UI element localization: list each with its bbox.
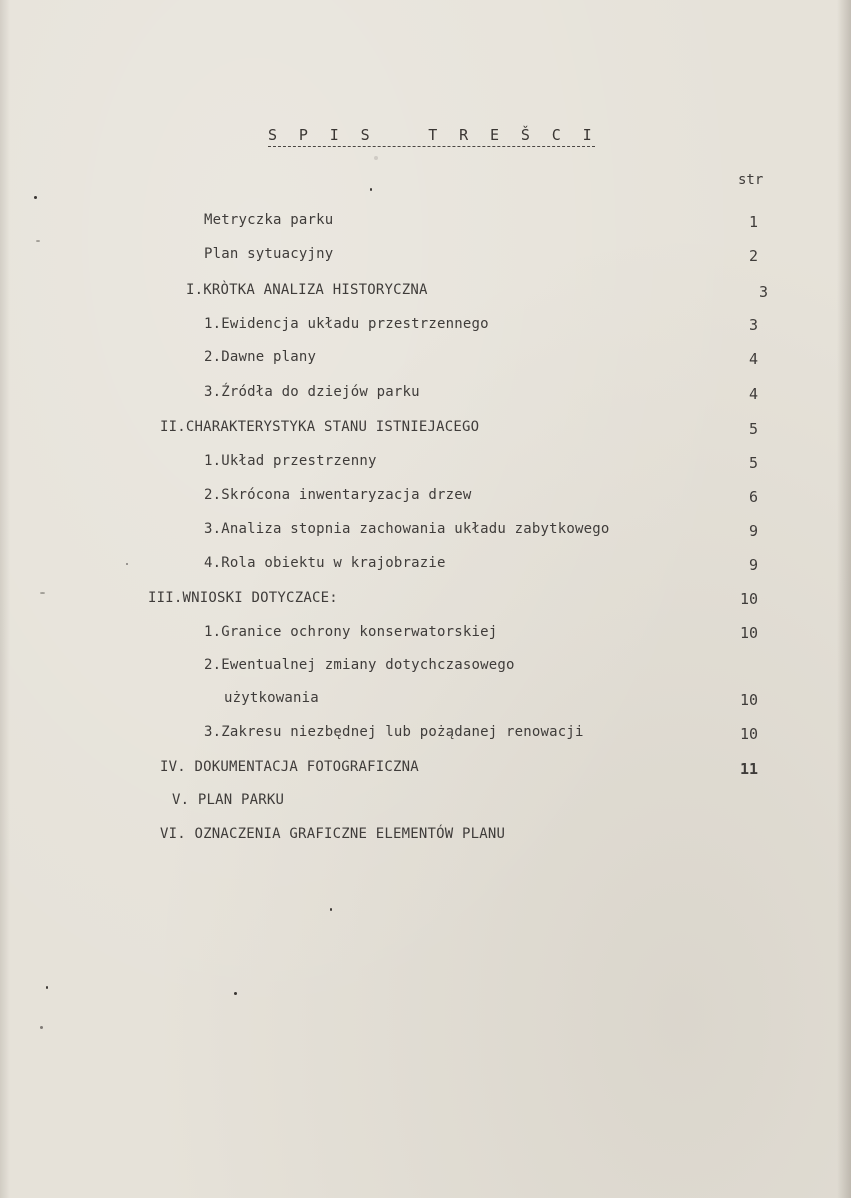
page-column-label: str — [738, 172, 764, 188]
paper-speck — [40, 1026, 43, 1029]
paper-speck — [34, 196, 37, 199]
toc-entry-text: Metryczka parku — [204, 212, 334, 228]
toc-entry-page: 10 — [739, 725, 758, 743]
page-edge-shadow-right — [837, 0, 851, 1198]
toc-entry-page: 10 — [739, 590, 758, 608]
toc-entry-page: 3 — [748, 316, 758, 334]
page-edge-shadow-left — [0, 0, 10, 1198]
toc-entry-page: 9 — [748, 522, 758, 540]
toc-entry-page: 9 — [748, 556, 758, 574]
toc-entry-text: II.CHARAKTERYSTYKA STANU ISTNIEJACEGO — [160, 419, 480, 435]
toc-entry-text: użytkowania — [224, 690, 319, 706]
paper-speck — [234, 992, 237, 995]
toc-entry-text: 3.Źródła do dziejów parku — [204, 384, 420, 400]
toc-entry-text: 1.Ewidencja układu przestrzennego — [204, 316, 489, 332]
toc-entry-page: 10 — [739, 624, 758, 642]
toc-entry-text: VI. OZNACZENIA GRAFICZNE ELEMENTÓW PLANU — [160, 826, 506, 842]
paper-speck — [40, 592, 45, 594]
paper-speck — [370, 188, 372, 191]
toc-entry-page: 10 — [739, 691, 758, 709]
toc-entry-text: III.WNIOSKI DOTYCZACE: — [148, 590, 338, 606]
paper-speck — [126, 563, 128, 565]
toc-entry-page: 5 — [748, 420, 758, 438]
toc-entry-text: 3.Analiza stopnia zachowania układu zabytkowego — [204, 521, 610, 537]
toc-entry-text: IV. DOKUMENTACJA FOTOGRAFICZNA — [160, 759, 419, 775]
toc-entry-text: 1.Układ przestrzenny — [204, 453, 377, 469]
toc-entry-page: 5 — [748, 454, 758, 472]
toc-entry-page: 4 — [748, 350, 758, 368]
toc-entry-page: 2 — [748, 247, 758, 265]
toc-entry-page: 6 — [748, 488, 758, 506]
paper-speck — [330, 908, 332, 911]
page-title: S P I S T R E Š C I — [268, 126, 595, 147]
toc-entry-text: I.KRÒTKA ANALIZA HISTORYCZNA — [186, 282, 428, 298]
toc-entry-text: 4.Rola obiektu w krajobrazie — [204, 555, 446, 571]
toc-entry-text: 2.Ewentualnej zmiany dotychczasowego — [204, 657, 515, 673]
toc-entry-text: 1.Granice ochrony konserwatorskiej — [204, 624, 498, 640]
toc-entry-text: 3.Zakresu niezbędnej lub pożądanej renowacji — [204, 724, 584, 740]
toc-entry-text: Plan sytuacyjny — [204, 246, 334, 262]
paper-speck — [36, 240, 40, 242]
toc-entry-text: V. PLAN PARKU — [172, 792, 285, 808]
toc-entry-page: 4 — [748, 385, 758, 403]
paper-speck — [374, 156, 378, 160]
paper-speck — [46, 986, 48, 989]
toc-entry-text: 2.Dawne plany — [204, 349, 317, 365]
toc-entry-page: 3 — [758, 283, 768, 301]
toc-entry-text: 2.Skrócona inwentaryzacja drzew — [204, 487, 472, 503]
toc-entry-page: 11 — [739, 760, 758, 778]
toc-entry-page: 1 — [748, 213, 758, 231]
